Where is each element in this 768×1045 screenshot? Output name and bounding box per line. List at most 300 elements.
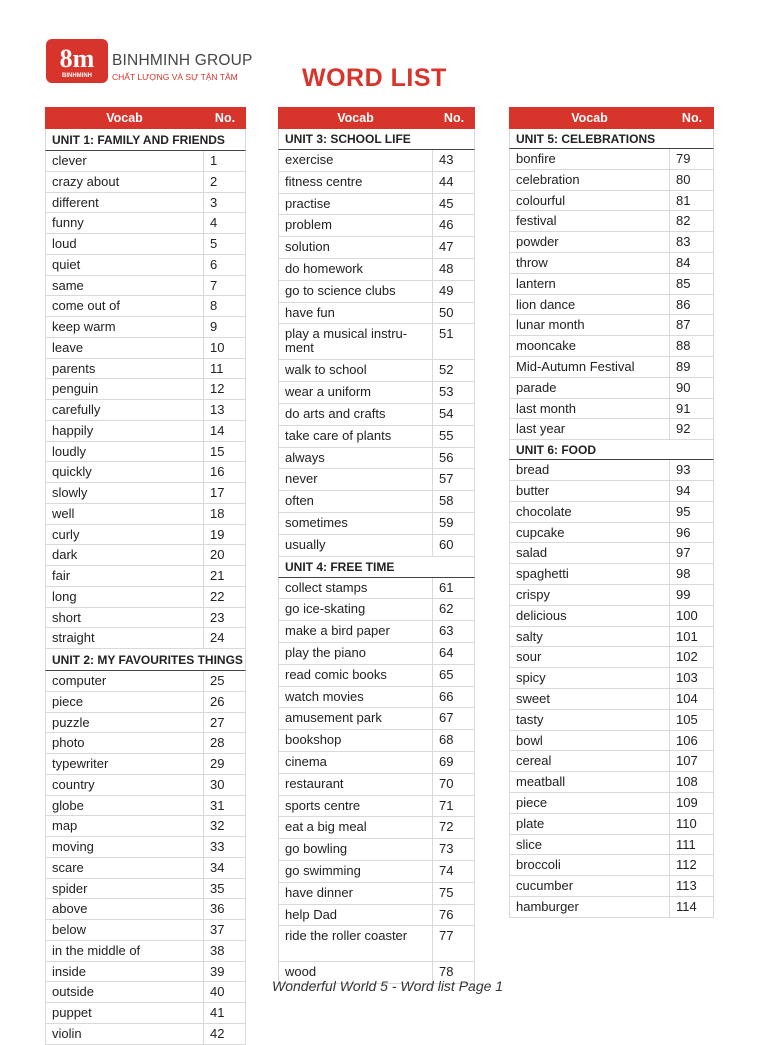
table-row <box>45 941 246 962</box>
table-row <box>45 317 246 338</box>
unit-heading: UNIT 3: SCHOOL LIFE <box>278 129 475 150</box>
number-cell: 82 <box>670 211 714 231</box>
header-number: No. <box>443 111 465 125</box>
table-row <box>509 835 714 856</box>
table-row <box>45 379 246 400</box>
vocab-cell: last year <box>509 419 670 439</box>
table-row <box>278 535 475 557</box>
table-row <box>278 360 475 382</box>
number-cell: 90 <box>670 378 714 398</box>
number-cell: 19 <box>204 525 246 545</box>
table-row <box>509 855 714 876</box>
number-cell: 16 <box>204 462 246 482</box>
vocab-cell: eat a big meal <box>278 817 433 838</box>
table-row <box>509 564 714 585</box>
table-row <box>509 523 714 544</box>
vocab-cell: never <box>278 469 433 490</box>
header-number: No. <box>681 111 703 125</box>
table-row <box>278 426 475 448</box>
table-row <box>509 543 714 564</box>
vocab-cell: chocolate <box>509 502 670 522</box>
table-row <box>45 421 246 442</box>
number-cell: 105 <box>670 710 714 730</box>
vocab-cell: wood <box>278 962 433 983</box>
number-cell: 104 <box>670 689 714 709</box>
number-cell: 61 <box>433 578 475 599</box>
table-row <box>45 151 246 172</box>
vocab-cell: below <box>45 920 204 940</box>
number-cell: 37 <box>204 920 246 940</box>
vocab-cell: straight <box>45 628 204 648</box>
vocab-cell: ride the roller coaster <box>278 926 433 961</box>
number-cell: 12 <box>204 379 246 399</box>
table-row <box>45 338 246 359</box>
number-cell: 2 <box>204 172 246 192</box>
vocab-cell: crazy about <box>45 172 204 192</box>
table-row <box>278 730 475 752</box>
number-cell: 31 <box>204 796 246 816</box>
table-row <box>509 399 714 420</box>
number-cell: 20 <box>204 545 246 565</box>
table-row <box>278 281 475 303</box>
table-row <box>509 585 714 606</box>
table-row <box>278 774 475 796</box>
number-cell: 99 <box>670 585 714 605</box>
vocab-cell: puzzle <box>45 713 204 733</box>
number-cell: 78 <box>433 962 475 983</box>
vocab-cell: play the piano <box>278 643 433 664</box>
table-row <box>45 172 246 193</box>
table-row <box>278 469 475 491</box>
table-row <box>509 460 714 481</box>
vocab-cell: dark <box>45 545 204 565</box>
number-cell: 39 <box>204 962 246 982</box>
vocab-cell: often <box>278 491 433 512</box>
unit-heading: UNIT 4: FREE TIME <box>278 557 475 578</box>
vocab-cell: leave <box>45 338 204 358</box>
vocab-cell: country <box>45 775 204 795</box>
number-cell: 59 <box>433 513 475 534</box>
number-cell: 110 <box>670 814 714 834</box>
vocab-cell: exercise <box>278 150 433 171</box>
vocab-cell: restaurant <box>278 774 433 795</box>
number-cell: 11 <box>204 359 246 379</box>
number-cell: 30 <box>204 775 246 795</box>
table-row <box>45 525 246 546</box>
vocab-cell: have fun <box>278 303 433 324</box>
vocab-cell: fair <box>45 566 204 586</box>
vocab-cell: help Dad <box>278 905 433 926</box>
vocab-cell: make a bird paper <box>278 621 433 642</box>
table-row <box>45 899 246 920</box>
vocab-cell: sour <box>509 647 670 667</box>
vocab-cell: crispy <box>509 585 670 605</box>
table-row <box>278 817 475 839</box>
table-row <box>45 816 246 837</box>
number-cell: 75 <box>433 883 475 904</box>
vocab-cell: typewriter <box>45 754 204 774</box>
number-cell: 60 <box>433 535 475 556</box>
table-row <box>509 502 714 523</box>
number-cell: 1 <box>204 151 246 171</box>
table-row <box>45 442 246 463</box>
vocab-cell: cinema <box>278 752 433 773</box>
vocab-cell: salty <box>509 627 670 647</box>
unit-heading: UNIT 5: CELEBRATIONS <box>509 129 714 149</box>
table-row <box>278 883 475 905</box>
number-cell: 44 <box>433 172 475 193</box>
vocab-cell: watch movies <box>278 687 433 708</box>
vocab-cell: bowl <box>509 731 670 751</box>
number-cell: 10 <box>204 338 246 358</box>
unit-heading: UNIT 2: MY FAVOURITES THINGS <box>45 649 246 671</box>
vocab-cell: practise <box>278 194 433 215</box>
vocab-cell: photo <box>45 733 204 753</box>
number-cell: 29 <box>204 754 246 774</box>
number-cell: 35 <box>204 879 246 899</box>
number-cell: 22 <box>204 587 246 607</box>
number-cell: 73 <box>433 839 475 860</box>
vocab-cell: violin <box>45 1024 204 1044</box>
table-row <box>45 545 246 566</box>
number-cell: 47 <box>433 237 475 258</box>
number-cell: 108 <box>670 772 714 792</box>
number-cell: 107 <box>670 751 714 771</box>
number-cell: 28 <box>204 733 246 753</box>
table-row <box>509 170 714 191</box>
number-cell: 3 <box>204 193 246 213</box>
table-row <box>45 566 246 587</box>
vocab-cell: same <box>45 276 204 296</box>
number-cell: 101 <box>670 627 714 647</box>
number-cell: 102 <box>670 647 714 667</box>
number-cell: 89 <box>670 357 714 377</box>
number-cell: 113 <box>670 876 714 896</box>
table-row <box>278 448 475 470</box>
number-cell: 57 <box>433 469 475 490</box>
table-row <box>45 1024 246 1045</box>
page-footer: Wonderful World 5 - Word list Page 1 <box>272 978 504 994</box>
number-cell: 93 <box>670 460 714 480</box>
table-row <box>278 578 475 600</box>
table-row <box>45 608 246 629</box>
table-row <box>509 876 714 897</box>
vocab-cell: amusement park <box>278 708 433 729</box>
number-cell: 45 <box>433 194 475 215</box>
table-row <box>509 315 714 336</box>
vocab-cell: delicious <box>509 606 670 626</box>
vocab-cell: puppet <box>45 1003 204 1023</box>
table-row <box>45 837 246 858</box>
table-row <box>45 796 246 817</box>
number-cell: 8 <box>204 296 246 316</box>
number-cell: 74 <box>433 861 475 882</box>
table-row <box>45 276 246 297</box>
table-row <box>45 213 246 234</box>
vocab-cell: spaghetti <box>509 564 670 584</box>
table-row <box>278 687 475 709</box>
vocab-cell: throw <box>509 253 670 273</box>
number-cell: 41 <box>204 1003 246 1023</box>
number-cell: 17 <box>204 483 246 503</box>
number-cell: 92 <box>670 419 714 439</box>
table-row <box>45 962 246 983</box>
number-cell: 66 <box>433 687 475 708</box>
svg-text:8m: 8m <box>59 44 95 73</box>
number-cell: 51 <box>433 324 475 359</box>
table-row <box>45 713 246 734</box>
number-cell: 40 <box>204 982 246 1002</box>
vocab-cell: solution <box>278 237 433 258</box>
table-row <box>278 926 475 962</box>
vocab-cell: festival <box>509 211 670 231</box>
header-vocab: Vocab <box>337 111 374 125</box>
table-header <box>45 107 246 129</box>
vocab-cell: read comic books <box>278 665 433 686</box>
svg-text:BINHMINH: BINHMINH <box>62 73 92 79</box>
number-cell: 4 <box>204 213 246 233</box>
vocab-cell: clever <box>45 151 204 171</box>
table-row <box>278 905 475 927</box>
table-row <box>278 665 475 687</box>
number-cell: 112 <box>670 855 714 875</box>
vocab-cell: fitness centre <box>278 172 433 193</box>
table-row <box>509 191 714 212</box>
number-cell: 76 <box>433 905 475 926</box>
number-cell: 86 <box>670 295 714 315</box>
table-header <box>278 107 475 129</box>
table-row <box>278 259 475 281</box>
number-cell: 96 <box>670 523 714 543</box>
number-cell: 50 <box>433 303 475 324</box>
table-row <box>45 754 246 775</box>
vocab-cell: quiet <box>45 255 204 275</box>
table-row <box>278 172 475 194</box>
number-cell: 26 <box>204 692 246 712</box>
number-cell: 34 <box>204 858 246 878</box>
word-table-column-2 <box>278 107 475 984</box>
vocab-cell: spider <box>45 879 204 899</box>
table-row <box>509 149 714 170</box>
vocab-cell: meatball <box>509 772 670 792</box>
table-row <box>45 692 246 713</box>
number-cell: 98 <box>670 564 714 584</box>
number-cell: 56 <box>433 448 475 469</box>
table-row <box>509 606 714 627</box>
word-table-column-1 <box>45 107 246 1045</box>
vocab-cell: come out of <box>45 296 204 316</box>
number-cell: 80 <box>670 170 714 190</box>
table-row <box>509 253 714 274</box>
number-cell: 55 <box>433 426 475 447</box>
vocab-cell: piece <box>509 793 670 813</box>
unit-heading: UNIT 6: FOOD <box>509 440 714 460</box>
brand-name: BINHMINH GROUP <box>112 52 253 69</box>
vocab-cell: inside <box>45 962 204 982</box>
number-cell: 88 <box>670 336 714 356</box>
number-cell: 65 <box>433 665 475 686</box>
vocab-cell: go ice-skating <box>278 599 433 620</box>
number-cell: 79 <box>670 149 714 169</box>
number-cell: 52 <box>433 360 475 381</box>
vocab-cell: outside <box>45 982 204 1002</box>
number-cell: 23 <box>204 608 246 628</box>
vocab-cell: go swimming <box>278 861 433 882</box>
table-row <box>509 647 714 668</box>
vocab-cell: always <box>278 448 433 469</box>
number-cell: 85 <box>670 274 714 294</box>
vocab-cell: wear a uniform <box>278 382 433 403</box>
number-cell: 62 <box>433 599 475 620</box>
vocab-cell: go to science clubs <box>278 281 433 302</box>
table-row <box>509 378 714 399</box>
word-table-column-3 <box>509 107 714 918</box>
table-row <box>45 1003 246 1024</box>
number-cell: 18 <box>204 504 246 524</box>
table-row <box>278 237 475 259</box>
number-cell: 42 <box>204 1024 246 1044</box>
table-row <box>278 215 475 237</box>
number-cell: 24 <box>204 628 246 648</box>
number-cell: 81 <box>670 191 714 211</box>
vocab-cell: broccoli <box>509 855 670 875</box>
table-row <box>509 357 714 378</box>
vocab-cell: parents <box>45 359 204 379</box>
table-row <box>45 879 246 900</box>
number-cell: 54 <box>433 404 475 425</box>
table-row <box>278 404 475 426</box>
table-row <box>509 211 714 232</box>
vocab-cell: celebration <box>509 170 670 190</box>
vocab-cell: above <box>45 899 204 919</box>
table-row <box>509 627 714 648</box>
vocab-cell: computer <box>45 671 204 691</box>
vocab-cell: keep warm <box>45 317 204 337</box>
vocab-cell: colourful <box>509 191 670 211</box>
vocab-cell: piece <box>45 692 204 712</box>
vocab-cell: walk to school <box>278 360 433 381</box>
number-cell: 68 <box>433 730 475 751</box>
table-row <box>509 710 714 731</box>
number-cell: 33 <box>204 837 246 857</box>
table-row <box>509 731 714 752</box>
page-title: WORD LIST <box>302 64 447 92</box>
number-cell: 91 <box>670 399 714 419</box>
table-row <box>45 504 246 525</box>
table-row <box>509 336 714 357</box>
vocab-cell: happily <box>45 421 204 441</box>
table-row <box>278 324 475 360</box>
vocab-cell: map <box>45 816 204 836</box>
number-cell: 70 <box>433 774 475 795</box>
table-row <box>278 513 475 535</box>
table-row <box>509 772 714 793</box>
table-row <box>278 861 475 883</box>
table-row <box>278 599 475 621</box>
number-cell: 15 <box>204 442 246 462</box>
vocab-cell: cereal <box>509 751 670 771</box>
vocab-cell: long <box>45 587 204 607</box>
table-row <box>278 796 475 818</box>
vocab-cell: take care of plants <box>278 426 433 447</box>
number-cell: 67 <box>433 708 475 729</box>
vocab-cell: lion dance <box>509 295 670 315</box>
table-row <box>278 643 475 665</box>
table-row <box>509 689 714 710</box>
vocab-cell: collect stamps <box>278 578 433 599</box>
brand-tagline: CHẤT LƯỢNG VÀ SỰ TẬN TÂM <box>112 72 238 82</box>
vocab-cell: salad <box>509 543 670 563</box>
table-row <box>45 193 246 214</box>
vocab-cell: parade <box>509 378 670 398</box>
number-cell: 48 <box>433 259 475 280</box>
vocab-cell: slowly <box>45 483 204 503</box>
table-header <box>509 107 714 129</box>
vocab-cell: plate <box>509 814 670 834</box>
number-cell: 46 <box>433 215 475 236</box>
number-cell: 58 <box>433 491 475 512</box>
table-row <box>509 481 714 502</box>
vocab-cell: loudly <box>45 442 204 462</box>
number-cell: 32 <box>204 816 246 836</box>
table-row <box>509 814 714 835</box>
table-row <box>278 150 475 172</box>
number-cell: 69 <box>433 752 475 773</box>
number-cell: 36 <box>204 899 246 919</box>
number-cell: 72 <box>433 817 475 838</box>
number-cell: 63 <box>433 621 475 642</box>
number-cell: 100 <box>670 606 714 626</box>
header-number: No. <box>214 111 236 125</box>
vocab-cell: lunar month <box>509 315 670 335</box>
unit-heading: UNIT 1: FAMILY AND FRIENDS <box>45 129 246 151</box>
brand-logo <box>46 39 108 83</box>
table-row <box>278 303 475 325</box>
number-cell: 27 <box>204 713 246 733</box>
table-row <box>278 382 475 404</box>
number-cell: 53 <box>433 382 475 403</box>
vocab-cell: short <box>45 608 204 628</box>
vocab-cell: quickly <box>45 462 204 482</box>
vocab-cell: slice <box>509 835 670 855</box>
table-row <box>45 462 246 483</box>
table-row <box>45 296 246 317</box>
table-row <box>45 359 246 380</box>
number-cell: 5 <box>204 234 246 254</box>
number-cell: 87 <box>670 315 714 335</box>
number-cell: 13 <box>204 400 246 420</box>
vocab-cell: spicy <box>509 668 670 688</box>
table-row <box>509 668 714 689</box>
table-row <box>509 897 714 918</box>
table-row <box>45 775 246 796</box>
vocab-cell: loud <box>45 234 204 254</box>
number-cell: 77 <box>433 926 475 961</box>
vocab-cell: well <box>45 504 204 524</box>
table-row <box>45 234 246 255</box>
number-cell: 43 <box>433 150 475 171</box>
vocab-cell: do homework <box>278 259 433 280</box>
number-cell: 71 <box>433 796 475 817</box>
vocab-cell: do arts and crafts <box>278 404 433 425</box>
vocab-cell: hamburger <box>509 897 670 917</box>
table-row <box>45 628 246 649</box>
table-row <box>45 733 246 754</box>
table-row <box>45 255 246 276</box>
number-cell: 38 <box>204 941 246 961</box>
number-cell: 106 <box>670 731 714 751</box>
table-row <box>278 708 475 730</box>
